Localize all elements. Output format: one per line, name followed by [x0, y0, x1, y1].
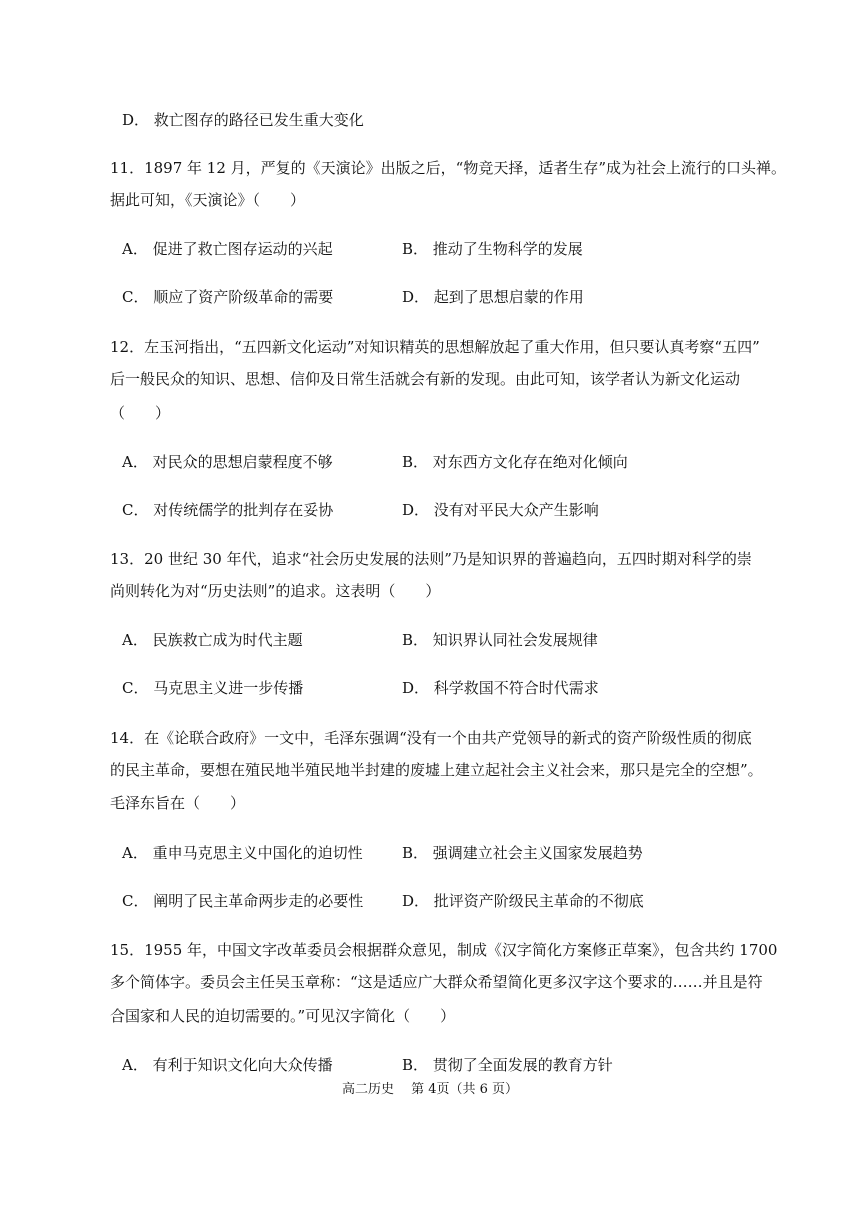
q15-stem-line-3: 合国家和人民的迫切需要的。”可见汉字简化（ ）: [110, 1007, 456, 1025]
q11-stem-line-1: 11．1897 年 12 月，严复的《天演论》出版之后，“物竞天择，适者生存”成为社会上流行的口头禅。: [110, 159, 786, 177]
q12-option-c: C． 对传统儒学的批判存在妥协: [122, 501, 334, 519]
q10-option-d: D． 救亡图存的路径已发生重大变化: [122, 111, 364, 129]
q12-stem-line-3: （ ）: [110, 404, 171, 422]
q11-option-b: B． 推动了生物科学的发展: [402, 240, 583, 258]
q14-option-b: B． 强调建立社会主义国家发展趋势: [402, 844, 643, 862]
q11-stem-line-2: 据此可知，《天演论》（ ）: [110, 191, 306, 209]
q14-stem-line-2: 的民主革命，要想在殖民地半殖民地半封建的废墟上建立起社会主义社会来，那只是完全的空想”。: [110, 761, 763, 779]
q13-option-c: C． 马克思主义进一步传播: [122, 679, 304, 697]
q15-option-b: B． 贯彻了全面发展的教育方针: [402, 1056, 613, 1074]
q14-option-c: C． 阐明了民主革命两步走的必要性: [122, 892, 364, 910]
q11-option-d: D． 起到了思想启蒙的作用: [402, 288, 584, 306]
q13-stem-line-2: 尚则转化为对“历史法则”的追求。这表明（ ）: [110, 582, 441, 600]
q12-option-b: B． 对东西方文化存在绝对化倾向: [402, 453, 628, 471]
q11-option-a: A． 促进了救亡图存运动的兴起: [122, 240, 333, 258]
q15-stem-line-2: 多个简体字。委员会主任吴玉章称：“这是适应广大群众希望简化更多汉字这个要求的……并且是符: [110, 973, 763, 991]
q14-option-a: A． 重申马克思主义中国化的迫切性: [122, 844, 363, 862]
q13-option-b: B． 知识界认同社会发展规律: [402, 631, 598, 649]
q14-stem-line-3: 毛泽东旨在（ ）: [110, 794, 246, 812]
page-footer: 高二历史 第 4页（共 6 页）: [341, 1082, 519, 1097]
q12-stem-line-2: 后一般民众的知识、思想、信仰及日常生活就会有新的发现。由此可知，该学者认为新文化运动: [110, 370, 741, 388]
q14-option-d: D． 批评资产阶级民主革命的不彻底: [402, 892, 644, 910]
q12-stem-line-1: 12．左玉河指出，“五四新文化运动”对知识精英的思想解放起了重大作用，但只要认真考察“五四”: [110, 338, 760, 356]
q13-stem-line-1: 13．20 世纪 30 年代，追求“社会历史发展的法则”乃是知识界的普遍趋向，五四时期对科学的崇: [110, 550, 752, 568]
q15-option-a: A． 有利于知识文化向大众传播: [122, 1056, 333, 1074]
q15-stem-line-1: 15．1955 年，中国文字改革委员会根据群众意见，制成《汉字简化方案修正草案》，包含共约 1700: [110, 941, 778, 959]
q14-stem-line-1: 14．在《论联合政府》一文中，毛泽东强调“没有一个由共产党领导的新式的资产阶级性质的彻底: [110, 729, 752, 747]
q13-option-a: A． 民族救亡成为时代主题: [122, 631, 303, 649]
q12-option-a: A． 对民众的思想启蒙程度不够: [122, 453, 333, 471]
q12-option-d: D． 没有对平民大众产生影响: [402, 501, 599, 519]
q11-option-c: C． 顺应了资产阶级革命的需要: [122, 288, 334, 306]
q13-option-d: D． 科学救国不符合时代需求: [402, 679, 599, 697]
